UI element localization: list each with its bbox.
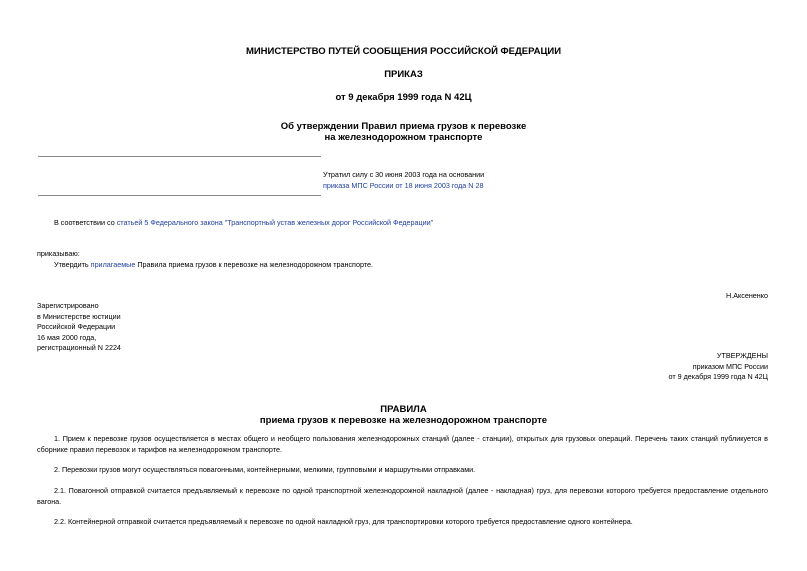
approve-suffix: Правила приема грузов к перевозке на железнодорожном транспорте. bbox=[135, 260, 373, 269]
status-note-link[interactable]: приказа МПС России от 18 июня 2003 года N 28 bbox=[323, 181, 484, 190]
approval-line: приказом МПС России bbox=[692, 361, 768, 371]
separator-top bbox=[38, 156, 321, 157]
rules-title: ПРАВИЛА bbox=[380, 404, 427, 415]
approval-line: УТВЕРЖДЕНЫ bbox=[716, 351, 768, 360]
rules-paragraph-1: 1. Прием к перевозке грузов осуществляется в местах общего и необщего пользования железнодорожных станций (далее - станции), открытых для грузовых операций. Перечень таких станций публикуется в сборнике правил перевозок и тарифов на железнодорожном транспорте. bbox=[37, 434, 768, 454]
rules-paragraph-2: 2. Перевозки грузов могут осуществляться повагонными, контейнерными, мелкими, групповыми и маршрутными отправками. bbox=[54, 465, 476, 474]
registration-block bbox=[37, 301, 121, 354]
basis-law-link[interactable]: статьей 5 Федерального закона "Транспортный устав железных дорог Российской Федерации" bbox=[116, 218, 434, 227]
signature-name: Н.Аксененко bbox=[726, 291, 768, 300]
rules-paragraph-2-2: 2.2. Контейнерной отправкой считается предъявляемый к перевозке по одной накладной груз, для транспортировки которого требуется предоставление одного контейнера. bbox=[54, 517, 633, 526]
registration-line: в Министерстве юстиции bbox=[37, 311, 121, 321]
rules-paragraph-2-1: 2.1. Повагонной отправкой считается предъявляемый к перевозке по одной транспортной железнодорожной накладной (далее - накладная) груз, для перевозки которого требуется предоставление отдельного вагона. bbox=[37, 486, 768, 506]
separator-bottom bbox=[38, 195, 321, 196]
approve-prefix: Утвердить bbox=[54, 260, 91, 269]
approve-paragraph bbox=[54, 260, 373, 271]
doc-subject-line2: на железнодорожном транспорте bbox=[324, 132, 483, 143]
registration-line: 16 мая 2000 года, bbox=[37, 332, 97, 342]
doc-type-title: ПРИКАЗ bbox=[384, 69, 423, 80]
doc-subject-line1: Об утверждении Правил приема грузов к перевозке bbox=[280, 121, 527, 132]
basis-paragraph bbox=[54, 218, 433, 229]
registration-line: регистрационный N 2224 bbox=[37, 343, 121, 353]
approve-attached-link[interactable]: прилагаемые bbox=[90, 260, 136, 269]
basis-prefix: В соответствии со bbox=[54, 218, 117, 227]
status-note-line1: Утратил силу с 30 июня 2003 года на основании bbox=[323, 170, 485, 179]
approval-line: от 9 декабря 1999 года N 42Ц bbox=[668, 372, 768, 382]
registration-line: Российской Федерации bbox=[37, 322, 116, 332]
rules-subtitle: приема грузов к перевозке на железнодорожном транспорте bbox=[259, 415, 548, 426]
ministry-title: МИНИСТЕРСТВО ПУТЕЙ СООБЩЕНИЯ РОССИЙСКОЙ ФЕДЕРАЦИИ bbox=[245, 46, 562, 57]
orders-word: приказываю: bbox=[37, 249, 80, 258]
doc-date-number: от 9 декабря 1999 года N 42Ц bbox=[335, 92, 472, 103]
registration-line: Зарегистрировано bbox=[37, 301, 99, 310]
approval-block bbox=[668, 351, 768, 383]
